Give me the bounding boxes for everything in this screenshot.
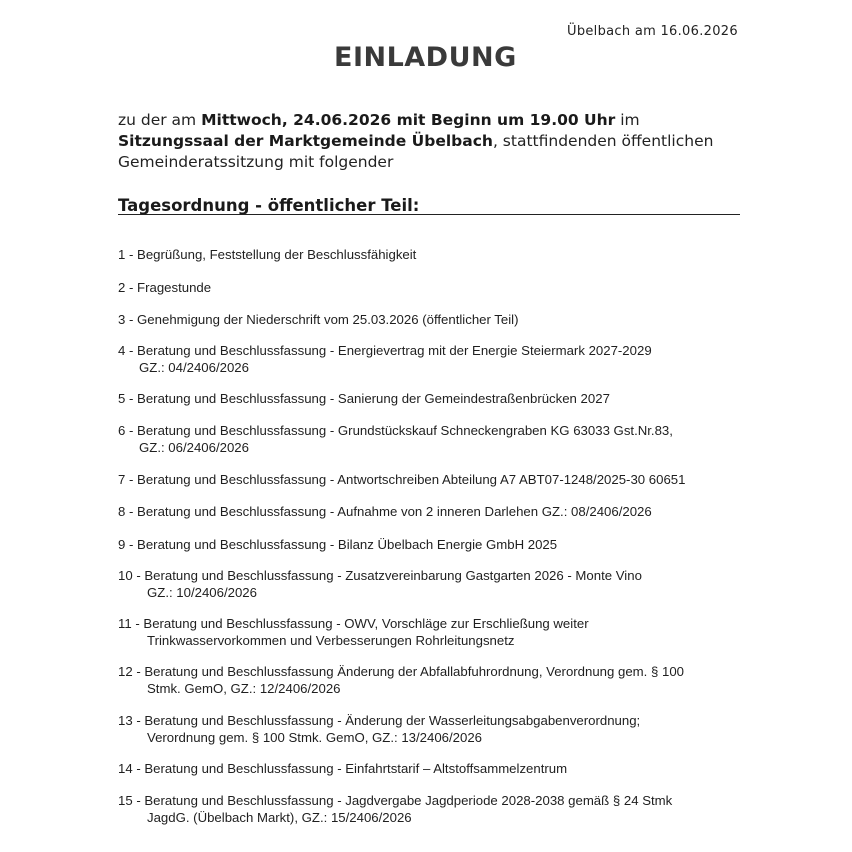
agenda-item-continuation: GZ.: 10/2406/2026 — [147, 585, 257, 600]
document-title: EINLADUNG — [334, 42, 517, 73]
intro-line-2 — [118, 131, 758, 152]
agenda-item-text: 3 - Genehmigung der Niederschrift vom 25.03.2026 (öffentlicher Teil) — [118, 312, 519, 327]
agenda-item-text: 12 - Beratung und Beschlussfassung Änderung der Abfallabfuhrordnung, Verordnung gem. § 100 — [118, 664, 684, 679]
intro-line-3 — [118, 152, 758, 173]
agenda-item-15 — [118, 792, 738, 826]
agenda-item-text: 6 - Beratung und Beschlussfassung - Grundstückskauf Schneckengraben KG 63033 Gst.Nr.83, — [118, 423, 673, 438]
intro-line-1 — [118, 110, 758, 131]
agenda-item-5 — [118, 390, 738, 407]
agenda-item-continuation: Stmk. GemO, GZ.: 12/2406/2026 — [147, 681, 341, 696]
agenda-item-10 — [118, 567, 738, 601]
agenda-item-text: 1 - Begrüßung, Feststellung der Beschlussfähigkeit — [118, 247, 417, 262]
agenda-item-1 — [118, 246, 738, 263]
intro-text: zu der am — [118, 111, 202, 129]
agenda-item-text: 7 - Beratung und Beschlussfassung - Antwortschreiben Abteilung A7 ABT07-1248/2025-30 60651 — [118, 472, 686, 487]
agenda-heading: Tagesordnung - öffentlicher Teil: — [118, 196, 420, 215]
intro-text: , stattfindenden öffentlichen — [492, 132, 714, 150]
agenda-item-4 — [118, 342, 738, 376]
intro-text: im — [615, 111, 640, 129]
agenda-item-text: 11 - Beratung und Beschlussfassung - OWV, Vorschläge zur Erschließung weiter — [118, 616, 589, 631]
agenda-item-2 — [118, 279, 738, 296]
agenda-item-7 — [118, 471, 738, 488]
agenda-item-text: 15 - Beratung und Beschlussfassung - Jagdvergabe Jagdperiode 2028-2038 gemäß § 24 Stmk — [118, 793, 673, 808]
agenda-item-11 — [118, 615, 738, 649]
agenda-item-text: 13 - Beratung und Beschlussfassung - Änderung der Wasserleitungsabgabenverordnung; — [118, 713, 641, 728]
agenda-item-14 — [118, 760, 738, 777]
agenda-item-text: 4 - Beratung und Beschlussfassung - Energievertrag mit der Energie Steiermark 2027-2029 — [118, 343, 652, 358]
agenda-item-12 — [118, 663, 738, 697]
agenda-item-text: 9 - Beratung und Beschlussfassung - Bilanz Übelbach Energie GmbH 2025 — [118, 537, 558, 552]
place-date: Übelbach am 16.06.2026 — [567, 24, 738, 39]
agenda-item-continuation: JagdG. (Übelbach Markt), GZ.: 15/2406/2026 — [147, 810, 412, 825]
agenda-item-3 — [118, 311, 738, 328]
agenda-item-continuation: GZ.: 04/2406/2026 — [139, 360, 249, 375]
agenda-heading-underline — [118, 214, 740, 215]
agenda-item-9 — [118, 536, 738, 553]
agenda-item-text: 14 - Beratung und Beschlussfassung - Einfahrtstarif – Altstoffsammelzentrum — [118, 761, 568, 776]
agenda-item-continuation: GZ.: 06/2406/2026 — [139, 440, 249, 455]
agenda-item-text: 5 - Beratung und Beschlussfassung - Sanierung der Gemeindestraßenbrücken 2027 — [118, 391, 610, 406]
meeting-location: Sitzungssaal der Marktgemeinde Übelbach — [118, 132, 493, 150]
intro-paragraph — [118, 110, 758, 173]
agenda-item-text: 8 - Beratung und Beschlussfassung - Aufnahme von 2 inneren Darlehen GZ.: 08/2406/2026 — [118, 504, 652, 519]
agenda-item-continuation: Verordnung gem. § 100 Stmk. GemO, GZ.: 13/2406/2026 — [147, 730, 483, 745]
meeting-datetime: Mittwoch, 24.06.2026 mit Beginn um 19.00 Uhr — [201, 111, 616, 129]
agenda-item-text: 10 - Beratung und Beschlussfassung - Zusatzvereinbarung Gastgarten 2026 - Monte Vino — [118, 568, 642, 583]
agenda-item-text: 2 - Fragestunde — [118, 280, 212, 295]
agenda-item-6 — [118, 422, 738, 456]
agenda-item-13 — [118, 712, 738, 746]
agenda-item-continuation: Trinkwasservorkommen und Verbesserungen Rohrleitungsnetz — [147, 633, 515, 648]
agenda-item-8 — [118, 503, 738, 520]
intro-text: Gemeinderatssitzung mit folgender — [118, 153, 394, 171]
